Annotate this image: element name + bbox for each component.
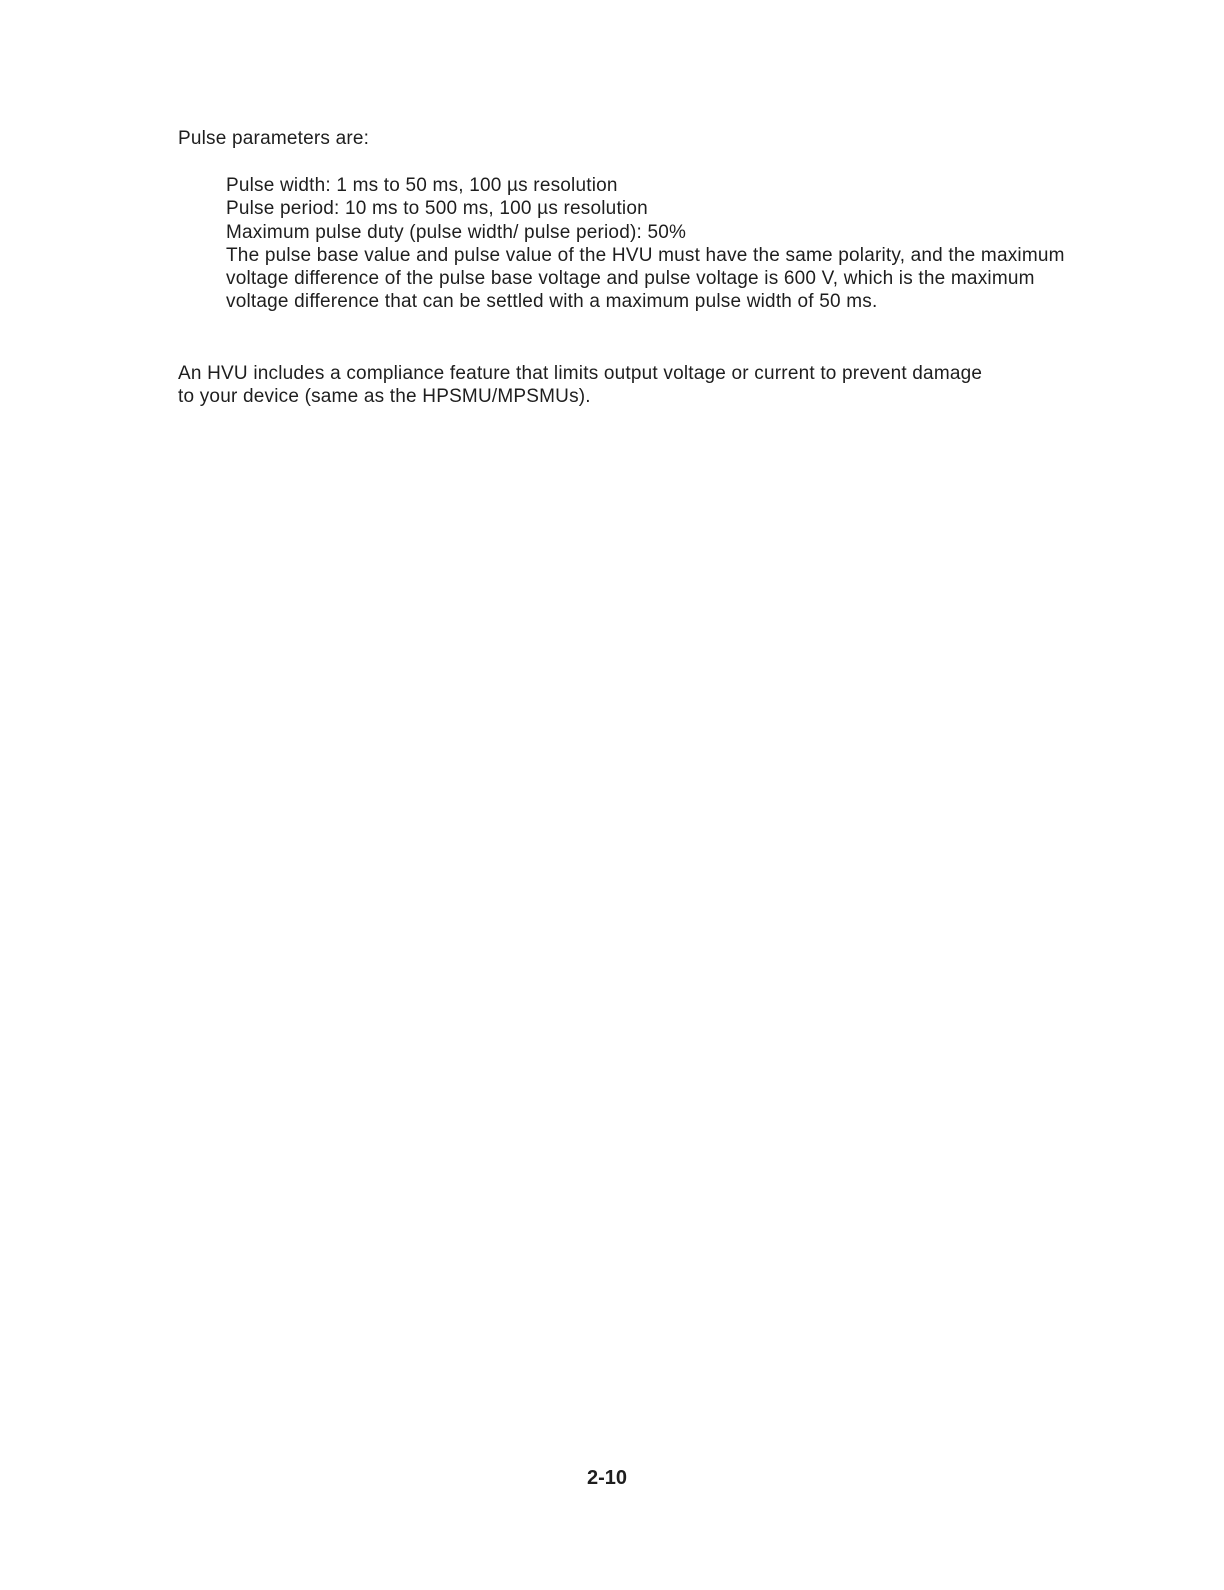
pulse-period-item: Pulse period: 10 ms to 500 ms, 100 µs resolution [226,198,648,220]
compliance-paragraph: An HVU includes a compliance feature that limits output voltage or current to prevent damage to your device (same as the HPSMU/MPSMUs). [178,363,983,408]
max-duty-item: Maximum pulse duty (pulse width/ pulse period): 50% [226,221,687,243]
intro-paragraph: Pulse parameters are: [178,128,370,149]
page-number: 2-10 [586,1467,628,1489]
polarity-note-item: The pulse base value and pulse value of the HVU must have the same polarity, and the maximum voltage difference of the pulse base voltage and pulse voltage is 600 V, which is the maximum voltage difference that can be settled with a maximum pulse width of 50 ms. [226,244,1065,313]
pulse-width-item: Pulse width: 1 ms to 50 ms, 100 µs resolution [226,175,618,196]
pulse-parameter-list [226,174,1066,314]
